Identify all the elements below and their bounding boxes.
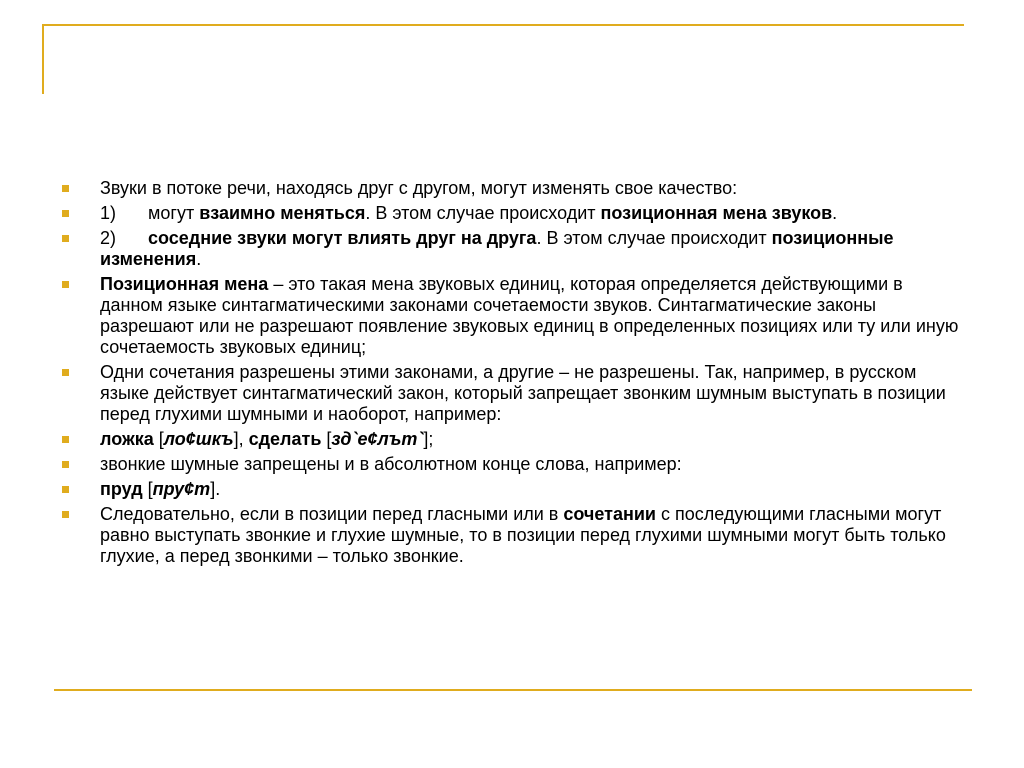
text-segment: – это такая мена звуковых единиц, которая определяется действующими в данном языке синтагматическими законами сочетаемости звуков. Синтагматические законы разрешают или не разрешают появление звуковых единиц в определенных позициях или ту или иную сочетаемость звуковых единиц; <box>100 274 959 357</box>
emphasis-text: сочетании <box>563 504 656 524</box>
text-segment: . В этом случае происходит <box>536 228 772 248</box>
emphasis-text: позиционная мена звуков <box>600 203 833 223</box>
list-item <box>62 362 967 425</box>
list-item <box>62 274 967 358</box>
emphasis-text: взаимно меняться <box>199 203 366 223</box>
square-bullet-icon <box>62 235 69 242</box>
text-segment: [ <box>321 429 332 449</box>
list-item <box>62 479 967 500</box>
list-item <box>62 504 967 567</box>
emphasis-text: позиционные изменения <box>100 228 894 269</box>
list-item <box>62 178 967 199</box>
emphasis-text: Позиционная мена <box>100 274 269 294</box>
emphasis-text: зд`е¢лът` <box>331 429 424 449</box>
list-item <box>62 429 967 450</box>
text-segment: с последующими гласными могут равно выступать звонкие и глухие шумные, то в позиции перед глухими шумными могут быть только глухие, а перед звонкими – только звонкие. <box>100 504 946 566</box>
frame-left-line <box>42 24 44 94</box>
square-bullet-icon <box>62 369 69 376</box>
text-segment: ], <box>233 429 249 449</box>
bullet-list <box>62 178 967 571</box>
emphasis-text: пру¢т <box>152 479 211 499</box>
square-bullet-icon <box>62 210 69 217</box>
square-bullet-icon <box>62 461 69 468</box>
list-item <box>62 454 967 475</box>
text-segment: Звуки в потоке речи, находясь друг с другом, могут изменять свое качество: <box>100 178 738 198</box>
square-bullet-icon <box>62 281 69 288</box>
text-segment: звонкие шумные запрещены и в абсолютном конце слова, например: <box>100 454 682 474</box>
square-bullet-icon <box>62 436 69 443</box>
text-segment: ]. <box>210 479 221 499</box>
text-segment: [ <box>142 479 153 499</box>
text-segment: Следовательно, если в позиции перед гласными или в <box>100 504 564 524</box>
emphasis-text: ло¢шкъ <box>163 429 234 449</box>
text-segment: . <box>832 203 838 223</box>
item-number: 1) <box>100 203 117 223</box>
square-bullet-icon <box>62 185 69 192</box>
text-segment: могут <box>148 203 200 223</box>
emphasis-text: сделать <box>248 429 322 449</box>
emphasis-text: ложка <box>100 429 154 449</box>
text-segment: ]; <box>423 429 434 449</box>
text-segment: . В этом случае происходит <box>365 203 601 223</box>
item-number: 2) <box>100 228 117 248</box>
emphasis-text: пруд <box>100 479 143 499</box>
text-segment: [ <box>153 429 164 449</box>
frame-top-line <box>42 24 964 26</box>
frame-bottom-line <box>54 689 972 691</box>
square-bullet-icon <box>62 486 69 493</box>
square-bullet-icon <box>62 511 69 518</box>
text-segment: . <box>196 249 202 269</box>
text-segment: Одни сочетания разрешены этими законами, а другие – не разрешены. Так, например, в русском языке действует синтагматический закон, который запрещает звонким шумным выступать в позиции перед глухими шумными и наоборот, например: <box>100 362 946 424</box>
list-item <box>62 203 967 224</box>
list-item <box>62 228 967 270</box>
emphasis-text: соседние звуки могут влиять друг на друга <box>148 228 537 248</box>
